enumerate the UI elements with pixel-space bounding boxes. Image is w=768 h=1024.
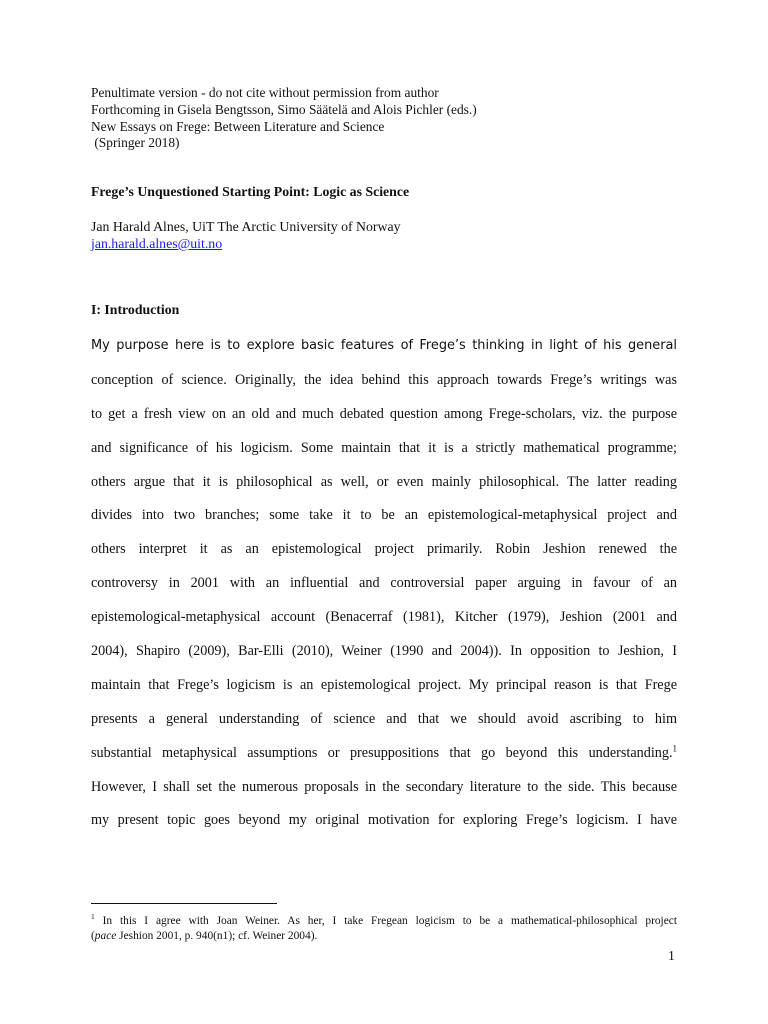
publication-note bbox=[91, 85, 691, 152]
body-line: my present topic goes beyond my original motivation for exploring Frege’s logicism. I have bbox=[91, 812, 677, 829]
footnote-marker: 1 bbox=[91, 912, 95, 921]
section-heading: I: Introduction bbox=[91, 302, 180, 317]
footnote-reference[interactable]: 1 bbox=[672, 742, 677, 753]
body-line: controversy in 2001 with an influential and controversial paper arguing in favour of an bbox=[91, 575, 677, 592]
body-line: My purpose here is to explore basic features of Frege’s thinking in light of his general bbox=[91, 338, 677, 353]
footnote-italic: pace bbox=[94, 929, 117, 942]
footnote-line bbox=[91, 909, 677, 929]
body-line: presents a general understanding of science and that we should avoid ascribing to him bbox=[91, 710, 677, 727]
footnote-line bbox=[91, 929, 677, 944]
footnote-text: In this I agree with Joan Weiner. As her, I take Fregean logicism to be a mathematical-philosophical project bbox=[94, 914, 677, 927]
page-number: 1 bbox=[668, 948, 675, 963]
footnote bbox=[91, 909, 677, 944]
body-line: divides into two branches; some take it to be an epistemological-metaphysical project and bbox=[91, 507, 677, 524]
body-line: However, I shall set the numerous proposals in the secondary literature to the side. This because bbox=[91, 778, 677, 795]
body-line: and significance of his logicism. Some maintain that it is a strictly mathematical programme; bbox=[91, 439, 677, 456]
forthcoming-line: Forthcoming in Gisela Bengtsson, Simo Säätelä and Alois Pichler (eds.) bbox=[91, 101, 477, 117]
body-line bbox=[91, 740, 677, 774]
author-name: Jan Harald Alnes, UiT The Arctic University of Norway bbox=[91, 219, 401, 234]
footnote-paren: ( bbox=[91, 929, 95, 942]
author-email-link[interactable]: jan.harald.alnes@uit.no bbox=[91, 236, 223, 251]
body-line: others interpret it as an epistemological project primarily. Robin Jeshion renewed the bbox=[91, 541, 677, 558]
footnote-divider bbox=[91, 903, 277, 904]
paper-title: Frege’s Unquestioned Starting Point: Logic as Science bbox=[91, 184, 410, 199]
body-line: epistemological-metaphysical account (Benacerraf (1981), Kitcher (1979), Jeshion (2001 and bbox=[91, 609, 677, 626]
body-line: conception of science. Originally, the idea behind this approach towards Frege’s writings was bbox=[91, 371, 677, 388]
body-line: 2004), Shapiro (2009), Bar-Elli (2010), Weiner (1990 and 2004)). In opposition to Jeshion, I bbox=[91, 643, 677, 660]
body-line: maintain that Frege’s logicism is an epistemological project. My principal reason is that Frege bbox=[91, 676, 677, 693]
author-block bbox=[91, 218, 400, 252]
body-line-text: substantial metaphysical assumptions or presuppositions that go beyond this understanding. bbox=[91, 744, 673, 761]
footnote-text: Jeshion 2001, p. 940(n1); cf. Weiner 2004). bbox=[116, 929, 318, 942]
body-line: to get a fresh view on an old and much debated question among Frege-scholars, viz. the purpose bbox=[91, 405, 677, 422]
publisher-line: (Springer 2018) bbox=[91, 135, 180, 151]
body-paragraph bbox=[91, 333, 677, 841]
body-line: others argue that it is philosophical as well, or even mainly philosophical. The latter reading bbox=[91, 473, 677, 490]
book-title-line: New Essays on Frege: Between Literature and Science bbox=[91, 118, 385, 134]
draft-notice: Penultimate version - do not cite without permission from author bbox=[91, 85, 439, 100]
